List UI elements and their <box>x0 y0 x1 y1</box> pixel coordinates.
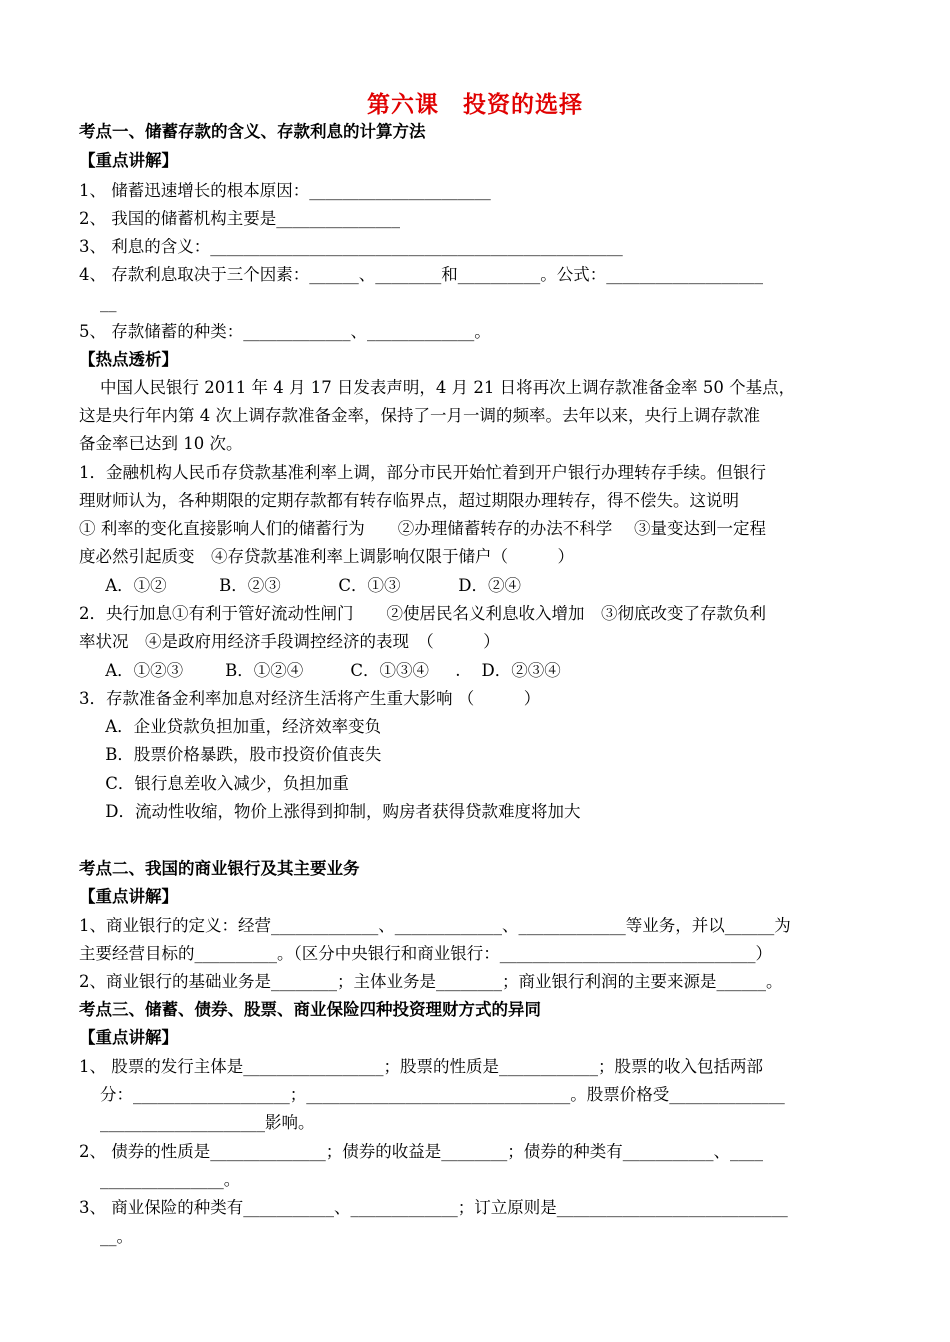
question2-options: A．①②③ B．①②④ C．①③④ . D．②③④ <box>79 661 561 680</box>
page-title: 第六课 投资的选择 <box>367 92 583 118</box>
question1-line: 1．金融机构人民币存贷款基准利率上调，部分市民开始忙着到开户银行办理转存手续。但银行 <box>79 463 766 482</box>
question1-options: A．①② B．②③ C．①③ D．②④ <box>79 576 521 595</box>
section1-heading: 考点一、储蓄存款的含义、存款利息的计算方法 <box>79 122 426 141</box>
section2-heading: 考点二、我国的商业银行及其主要业务 <box>79 859 360 878</box>
section2-item-2: 2、商业银行的基础业务是________；主体业务是________；商业银行利润的主要来源是______。 <box>79 972 783 991</box>
question1-line: 度必然引起质变 ④存贷款基准利率上调影响仅限于储户（ ） <box>79 547 574 566</box>
section3-item-2-cont: _______________。 <box>79 1170 241 1189</box>
section3-heading: 考点三、储蓄、债券、股票、商业保险四种投资理财方式的异同 <box>79 1000 541 1019</box>
question3-stem: 3．存款准备金利率加息对经济生活将产生重大影响 （ ） <box>79 689 541 708</box>
section1-item-1: 1、 储蓄迅速增长的根本原因：______________________ <box>79 181 491 200</box>
section3-item-3: 3、 商业保险的种类有___________、_____________；订立原则是____________________________ <box>79 1198 788 1217</box>
section3-item-1: 1、 股票的发行主体是_________________；股票的性质是____________；股票的收入包括两部 <box>79 1057 763 1076</box>
section1-item-4-cont: __ <box>79 293 117 312</box>
section3-item-2: 2、 债券的性质是______________；债券的收益是________；债券的种类有___________、____ <box>79 1142 763 1161</box>
question3-option-d: D．流动性收缩，物价上涨得到抑制，购房者获得贷款难度将加大 <box>79 802 581 821</box>
section1-item-5: 5、 存款储蓄的种类：_____________、_____________。 <box>79 322 491 341</box>
section1-hot-label: 【热点透析】 <box>79 350 178 369</box>
section3-item-1-cont: ____________________影响。 <box>79 1113 315 1132</box>
section2-focus-label: 【重点讲解】 <box>79 887 178 906</box>
section1-item-2: 2、 我国的储蓄机构主要是_______________ <box>79 209 400 228</box>
section2-item-1: 1、商业银行的定义：经营_____________、_____________、_____________等业务，并以______为 <box>79 916 791 935</box>
question2-line: 2．央行加息①有利于管好流动性闸门 ②使居民名义利息收入增加 ③彻底改变了存款负利 <box>79 604 766 623</box>
hot-paragraph-line: 中国人民银行 2011 年 4 月 17 日发表声明，4 月 21 日将再次上调存款准备金率 50 个基点， <box>79 378 796 397</box>
question3-option-a: A．企业贷款负担加重，经济效率变负 <box>79 717 382 736</box>
section2-item-1-cont: 主要经营目标的__________。（区分中央银行和商业银行：_______________________________） <box>79 944 772 963</box>
section1-focus-label: 【重点讲解】 <box>79 151 178 170</box>
question2-line: 率状况 ④是政府用经济手段调控经济的表现 （ ） <box>79 632 500 651</box>
question3-option-c: C．银行息差收入减少，负担加重 <box>79 774 349 793</box>
section3-focus-label: 【重点讲解】 <box>79 1028 178 1047</box>
question3-option-b: B．股票价格暴跌，股市投资价值丧失 <box>79 745 382 764</box>
section3-item-1-cont: 分：___________________；________________________________。股票价格受______________ <box>79 1085 785 1104</box>
question1-line: ① 利率的变化直接影响人们的储蓄行为 ②办理储蓄转存的办法不科学 ③量变达到一定程 <box>79 519 766 538</box>
question1-line: 理财师认为，各种期限的定期存款都有转存临界点，超过期限办理转存，得不偿失。这说明 <box>79 491 739 510</box>
section1-item-4: 4、 存款利息取决于三个因素：______、________和__________。公式：___________________ <box>79 265 763 284</box>
hot-paragraph-line: 备金率已达到 10 次。 <box>79 434 243 453</box>
section3-item-3-cont: __。 <box>79 1227 133 1246</box>
hot-paragraph-line: 这是央行年内第 4 次上调存款准备金率，保持了一月一调的频率。去年以来，央行上调存款准 <box>79 406 760 425</box>
section1-item-3: 3、 利息的含义：__________________________________________________ <box>79 237 623 256</box>
